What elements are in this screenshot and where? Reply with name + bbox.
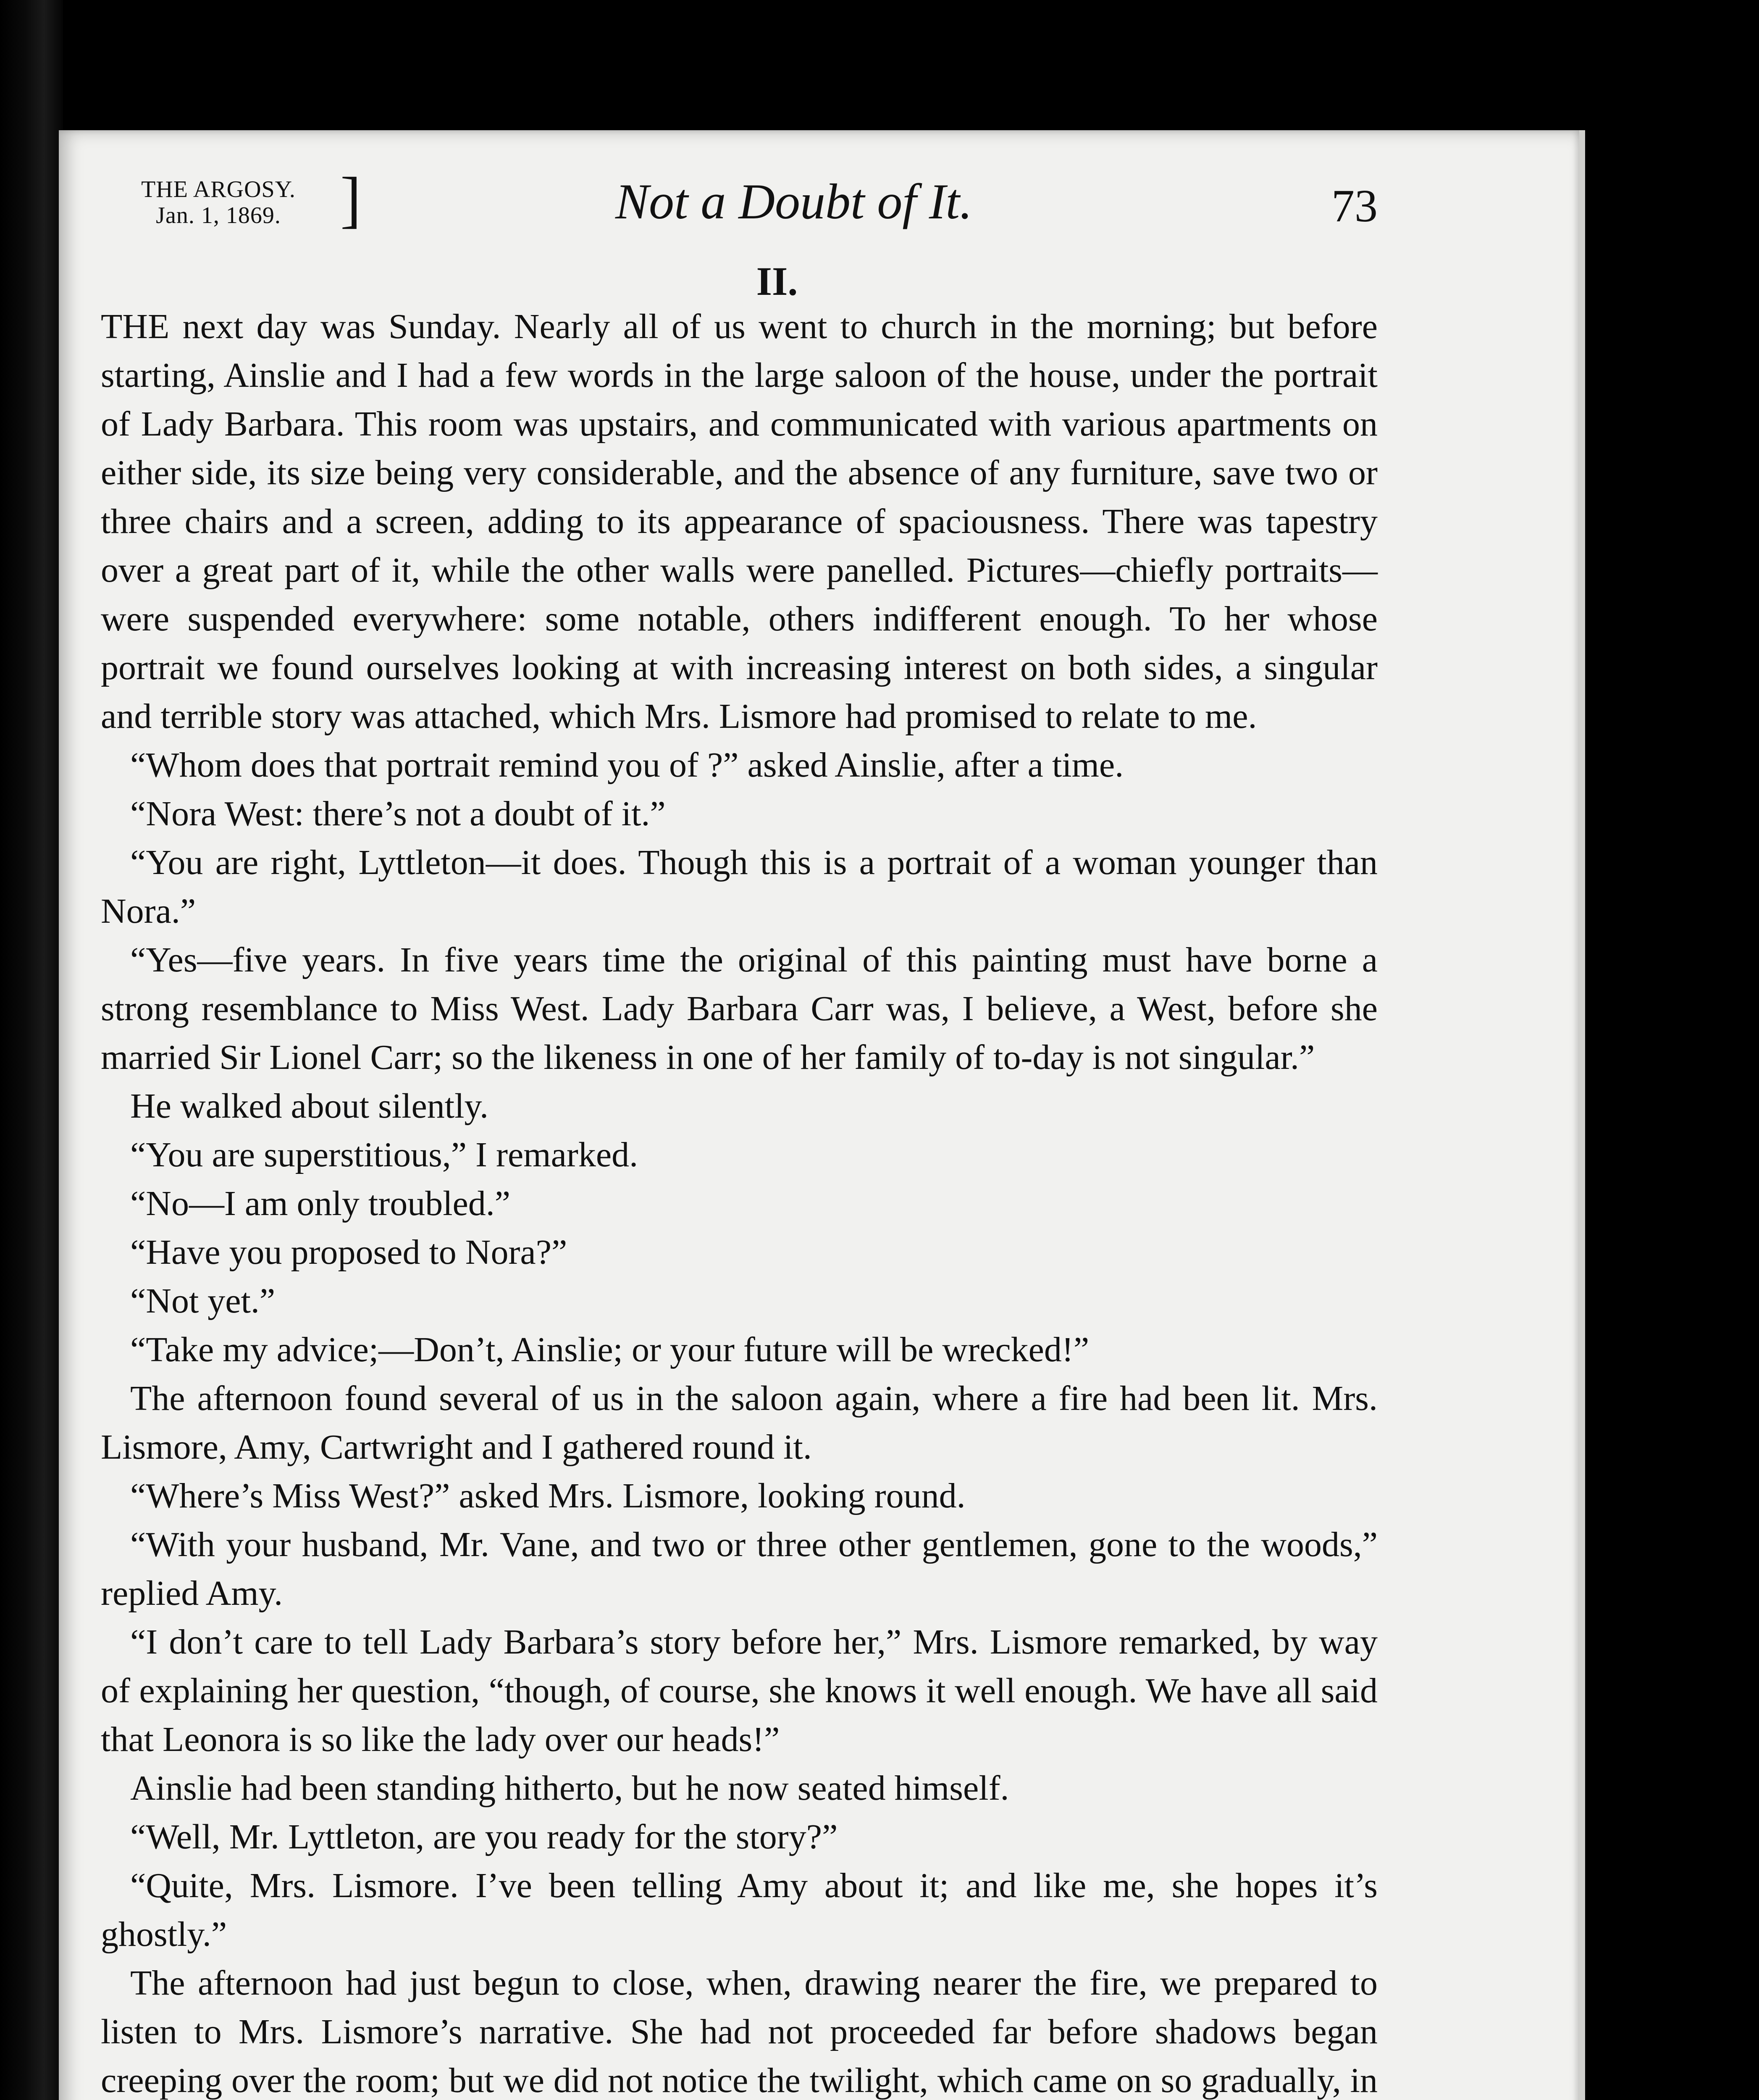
paragraph: “You are superstitious,” I remarked. [130,1135,638,1174]
paragraph-text: next day was Sunday. Nearly all of us went to church in the morning; but before starting, Ainslie and I had a few words in the large saloon of the house, under the portrait of Lady Barbara. This room was upstairs, and communicated with various apartments on either side, its size being very considerable, and the absence of any furniture, save two or three chairs and a screen, adding to its appearance of spaciousness. There was tapestry over a great part of it, while the other walls were panelled. Pictures—chiefly portraits—were suspended everywhere: some notable, others indifferent enough. To her whose portrait we found ourselves looking at with increasing interest on both sides, a singular and terrible story was attached, which Mrs. Lismore had promised to relate to me. [101,307,1378,736]
paragraph: Ainslie had been standing hitherto, but he now seated himself. [130,1769,1009,1808]
body-text [101,302,1378,2100]
paragraph: The afternoon had just begun to close, when, drawing nearer the fire, we prepared to listen to Mrs. Lismore’s narrative. She had not proceeded far before shadows began creeping over the room; but we did not notice the twilight, which came on so gradually, in [101,1964,1378,2100]
paragraph: “Nora West: there’s not a doubt of it.” [130,794,666,833]
issue-date: Jan. 1, 1869. [156,202,281,228]
journal-name: THE ARGOSY. [141,176,296,202]
paragraph: “With your husband, Mr. Vane, and two or three other gentlemen, gone to the woods,” replied Amy. [101,1525,1378,1613]
paragraph: “Yes—five years. In five years time the original of this painting must have borne a strong resemblance to Miss West. Lady Barbara Carr was, I believe, a West, before she married Sir Lionel Carr; so the likeness in one of her family of to-day is not singular.” [101,940,1378,1077]
paragraph: “You are right, Lyttleton—it does. Though this is a portrait of a woman younger than Nora.” [101,843,1378,931]
running-title: Not a Doubt of It. [615,173,973,229]
paragraph: The afternoon found several of us in the saloon again, where a fire had been lit. Mrs. Lismore, Amy, Cartwright and I gathered round it. [101,1379,1378,1467]
paragraph: “Have you proposed to Nora?” [130,1233,567,1272]
paragraph-lead: THE [101,307,170,346]
journal-info [101,176,336,228]
paragraph: “Quite, Mrs. Lismore. I’ve been telling Amy about it; and like me, she hopes it’s ghostly.” [101,1866,1378,1954]
paragraph: “Well, Mr. Lyttleton, are you ready for the story?” [130,1817,838,1856]
header-bracket: ] [340,165,361,234]
paragraph-1 [101,302,1378,741]
paragraph: “No—I am only troubled.” [130,1184,511,1223]
section-number: II. [756,259,798,304]
paragraph: “I don’t care to tell Lady Barbara’s story before her,” Mrs. Lismore remarked, by way of explaining her question, “though, of course, she knows it well enough. We have all said that Leonora is so like the lady over our heads!” [101,1622,1378,1759]
paragraph: “Not yet.” [130,1281,276,1320]
book-spine-shadow [0,0,63,2100]
paragraph: “Where’s Miss West?” asked Mrs. Lismore, looking round. [130,1476,966,1515]
running-header [101,165,1378,252]
page-number: 73 [1331,180,1378,231]
paragraph: He walked about silently. [130,1087,489,1126]
paragraph: “Whom does that portrait remind you of ?” asked Ainslie, after a time. [130,746,1124,785]
paragraph: “Take my advice;—Don’t, Ainslie; or your future will be wrecked!” [130,1330,1090,1369]
